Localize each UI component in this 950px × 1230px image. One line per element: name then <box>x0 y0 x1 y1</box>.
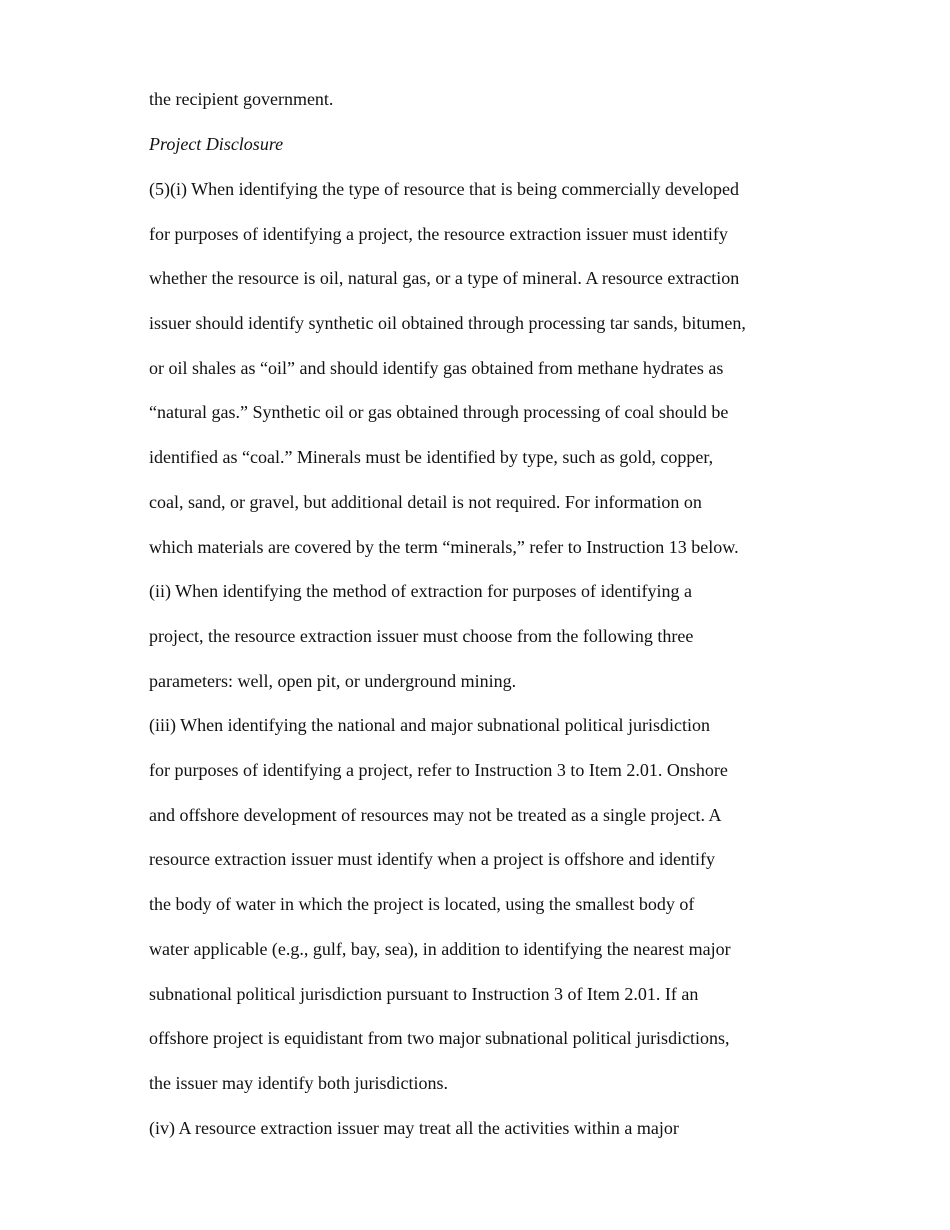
body-text-line: the body of water in which the project is located, using the smallest body of <box>149 894 695 914</box>
body-text-line: subnational political jurisdiction pursuant to Instruction 3 of Item 2.01. If an <box>149 984 699 1004</box>
body-text-line: identified as “coal.” Minerals must be identified by type, such as gold, copper, <box>149 447 714 467</box>
body-text-line: (ii) When identifying the method of extraction for purposes of identifying a <box>149 581 693 601</box>
body-text-line: (iii) When identifying the national and major subnational political jurisdiction <box>149 715 711 735</box>
body-text-line: (5)(i) When identifying the type of resource that is being commercially developed <box>149 179 739 199</box>
body-text-line: “natural gas.” Synthetic oil or gas obtained through processing of coal should be <box>149 402 729 422</box>
body-text-line: for purposes of identifying a project, refer to Instruction 3 to Item 2.01. Onshore <box>149 760 728 780</box>
body-text-line: which materials are covered by the term “minerals,” refer to Instruction 13 below. <box>149 537 739 557</box>
body-text-line: whether the resource is oil, natural gas, or a type of mineral. A resource extraction <box>149 268 740 288</box>
body-text-line: the issuer may identify both jurisdictions. <box>149 1073 448 1093</box>
body-text-line: coal, sand, or gravel, but additional detail is not required. For information on <box>149 492 702 512</box>
body-text-line: parameters: well, open pit, or underground mining. <box>149 671 517 691</box>
body-text-line: (iv) A resource extraction issuer may treat all the activities within a major <box>149 1118 679 1138</box>
body-text-line: for purposes of identifying a project, the resource extraction issuer must identify <box>149 224 728 244</box>
body-text-line: the recipient government. <box>149 89 334 109</box>
body-text-line: project, the resource extraction issuer must choose from the following three <box>149 626 694 646</box>
body-text-line: and offshore development of resources may not be treated as a single project. A <box>149 805 722 825</box>
body-text-line: offshore project is equidistant from two major subnational political jurisdictions, <box>149 1028 730 1048</box>
body-text-line: or oil shales as “oil” and should identify gas obtained from methane hydrates as <box>149 358 724 378</box>
body-text-line: water applicable (e.g., gulf, bay, sea), in addition to identifying the nearest major <box>149 939 731 959</box>
body-text-line: resource extraction issuer must identify when a project is offshore and identify <box>149 849 715 869</box>
section-heading: Project Disclosure <box>149 134 284 154</box>
body-text-line: issuer should identify synthetic oil obtained through processing tar sands, bitumen, <box>149 313 746 333</box>
